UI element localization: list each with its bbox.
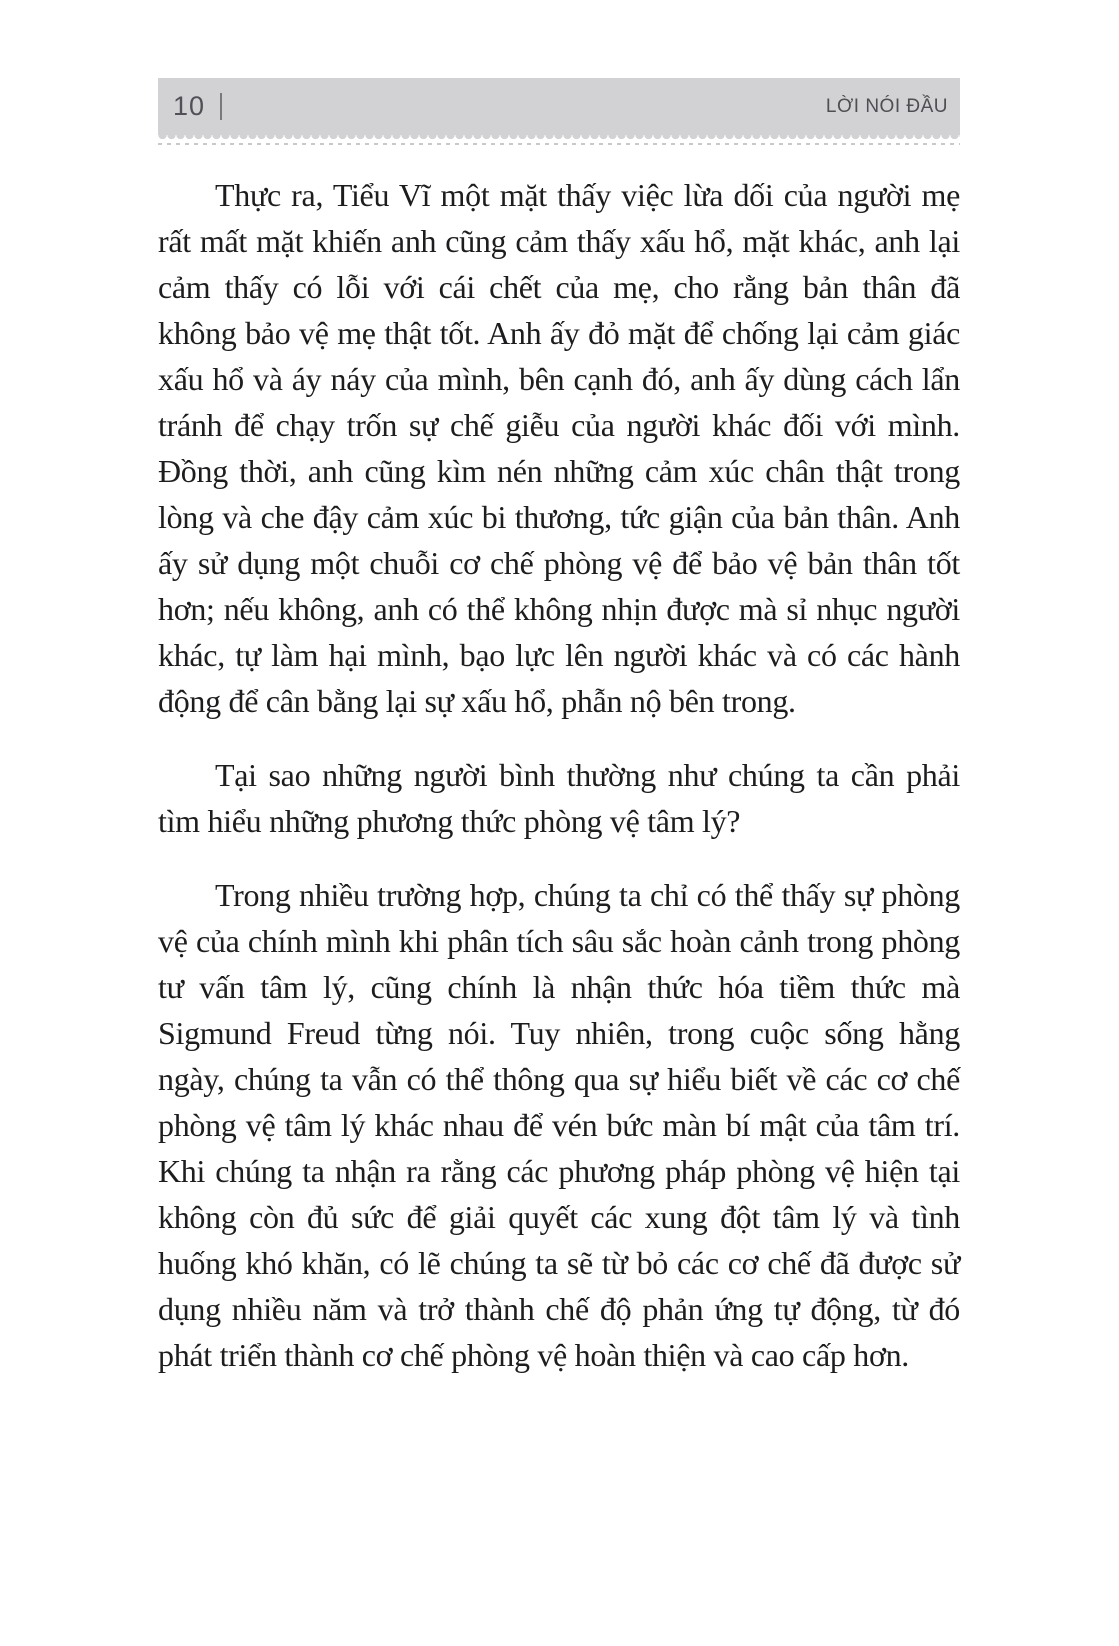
page-header-bar: [158, 78, 960, 135]
page-number: 10: [173, 91, 206, 121]
header-perforated-edge: [158, 135, 960, 140]
paragraph-3: Trong nhiều trường hợp, chúng ta chỉ có thể thấy sự phòng vệ của chính mình khi phân tích sâu sắc hoàn cảnh trong phòng tư vấn tâm lý, cũng chính là nhận thức hóa tiềm thức mà Sigmund Freud từng nói. Tuy nhiên, trong cuộc sống hằng ngày, chúng ta vẫn có thể thông qua sự hiểu biết về các cơ chế phòng vệ tâm lý khác nhau để vén bức màn bí mật của tâm trí. Khi chúng ta nhận ra rằng các phương pháp phòng vệ hiện tại không còn đủ sức để giải quyết các xung đột tâm lý và tình huống khó khăn, có lẽ chúng ta sẽ từ bỏ các cơ chế đã được sử dụng nhiều năm và trở thành chế độ phản ứng tự động, từ đó phát triển thành cơ chế phòng vệ hoàn thiện và cao cấp hơn.: [158, 877, 960, 1373]
header-divider: [220, 93, 222, 120]
paragraph-2: Tại sao những người bình thường như chúng ta cần phải tìm hiểu những phương thức phòng vệ tâm lý?: [158, 757, 960, 839]
chapter-title: LỜI NÓI ĐẦU: [825, 95, 948, 117]
body-text: [158, 172, 960, 1406]
paragraph-1: Thực ra, Tiểu Vĩ một mặt thấy việc lừa dối của người mẹ rất mất mặt khiến anh cũng cảm thấy xấu hổ, mặt khác, anh lại cảm thấy có lỗi với cái chết của mẹ, cho rằng bản thân đã không bảo vệ mẹ thật tốt. Anh ấy đỏ mặt để chống lại cảm giác xấu hổ và áy náy của mình, bên cạnh đó, anh ấy dùng cách lẩn tránh để chạy trốn sự chế giễu của người khác đối với mình. Đồng thời, anh cũng kìm nén những cảm xúc chân thật trong lòng và che đậy cảm xúc bi thương, tức giận của bản thân. Anh ấy sử dụng một chuỗi cơ chế phòng vệ để bảo vệ bản thân tốt hơn; nếu không, anh có thể không nhịn được mà sỉ nhục người khác, tự làm hại mình, bạo lực lên người khác và có các hành động để cân bằng lại sự xấu hổ, phẫn nộ bên trong.: [158, 177, 960, 719]
header-dotted-line: [158, 143, 960, 145]
